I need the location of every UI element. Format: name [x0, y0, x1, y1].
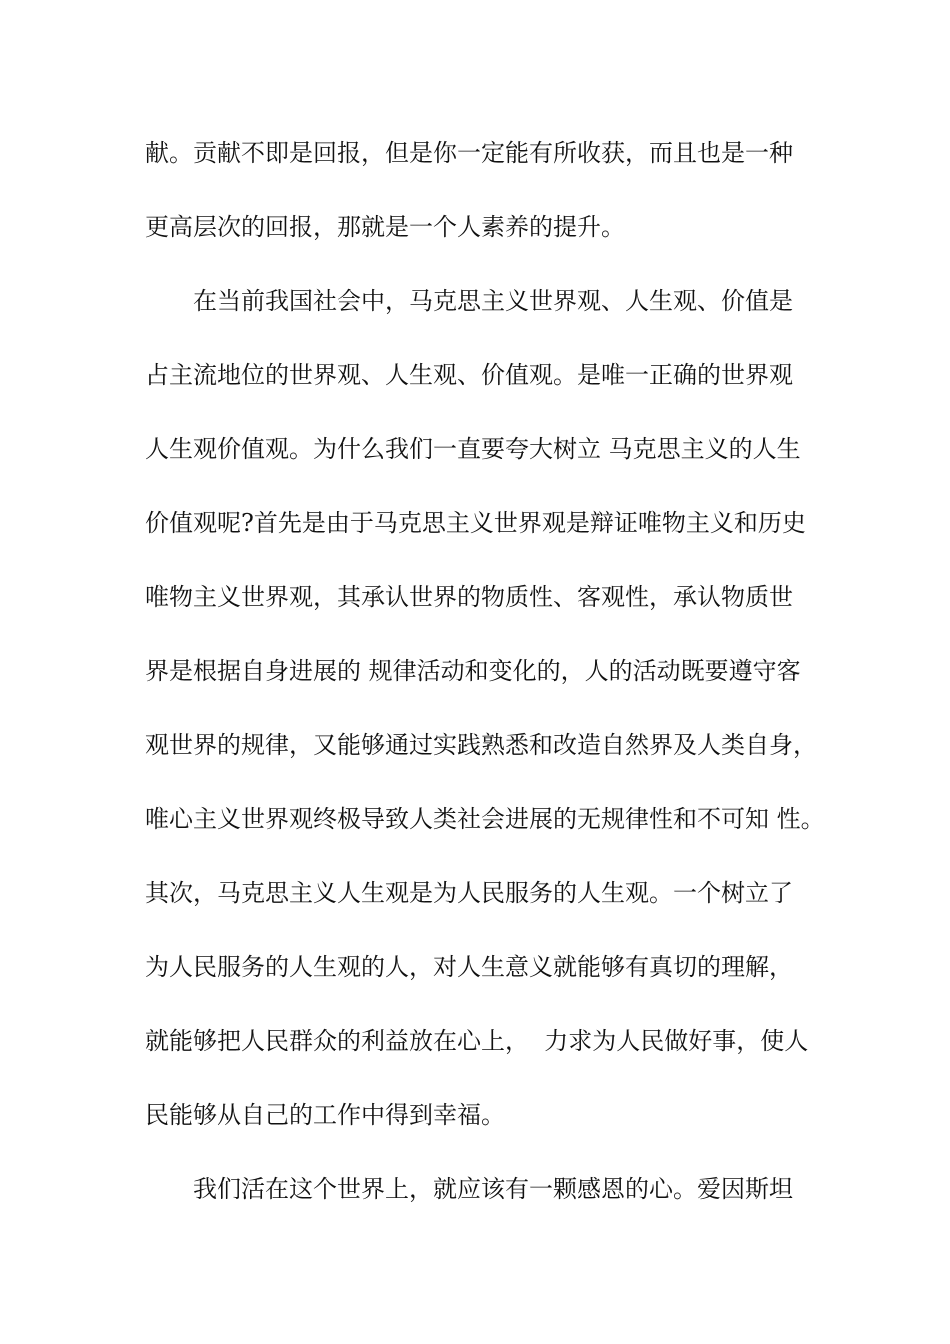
text-line-10: 唯心主义世界观终极导致人类社会进展的无规律性和不可知 性。 — [145, 805, 825, 833]
text-line-8: 界是根据自身进展的 规律活动和变化的，人的活动既要遵守客 — [145, 657, 801, 685]
text-line-2: 更高层次的回报，那就是一个人素养的提升。 — [145, 213, 625, 241]
text-line-13: 就能够把人民群众的利益放在心上， 力求为人民做好事，使人 — [145, 1027, 809, 1055]
text-line-11: 其次，马克思主义人生观是为人民服务的人生观。一个树立了 — [145, 879, 793, 907]
text-line-14: 民能够从自己的工作中得到幸福。 — [145, 1101, 505, 1129]
text-line-6: 价值观呢?首先是由于马克思主义世界观是辩证唯物主义和历史 — [145, 509, 806, 537]
text-line-7: 唯物主义世界观，其承认世界的物质性、客观性，承认物质世 — [145, 583, 793, 611]
text-line-9: 观世界的规律，又能够通过实践熟悉和改造自然界及人类自身， — [145, 731, 817, 759]
paragraph-start-line-15: 我们活在这个世界上，就应该有一颗感恩的心。爱因斯坦 — [193, 1175, 793, 1203]
text-line-12: 为人民服务的人生观的人，对人生意义就能够有真切的理解， — [145, 953, 793, 981]
text-line-1: 献。贡献不即是回报，但是你一定能有所收获，而且也是一种 — [145, 139, 793, 167]
paragraph-start-line-3: 在当前我国社会中，马克思主义世界观、人生观、价值是 — [193, 287, 793, 315]
text-line-4: 占主流地位的世界观、人生观、价值观。是唯一正确的世界观 — [145, 361, 793, 389]
text-line-5: 人生观价值观。为什么我们一直要夸大树立 马克思主义的人生 — [145, 435, 801, 463]
